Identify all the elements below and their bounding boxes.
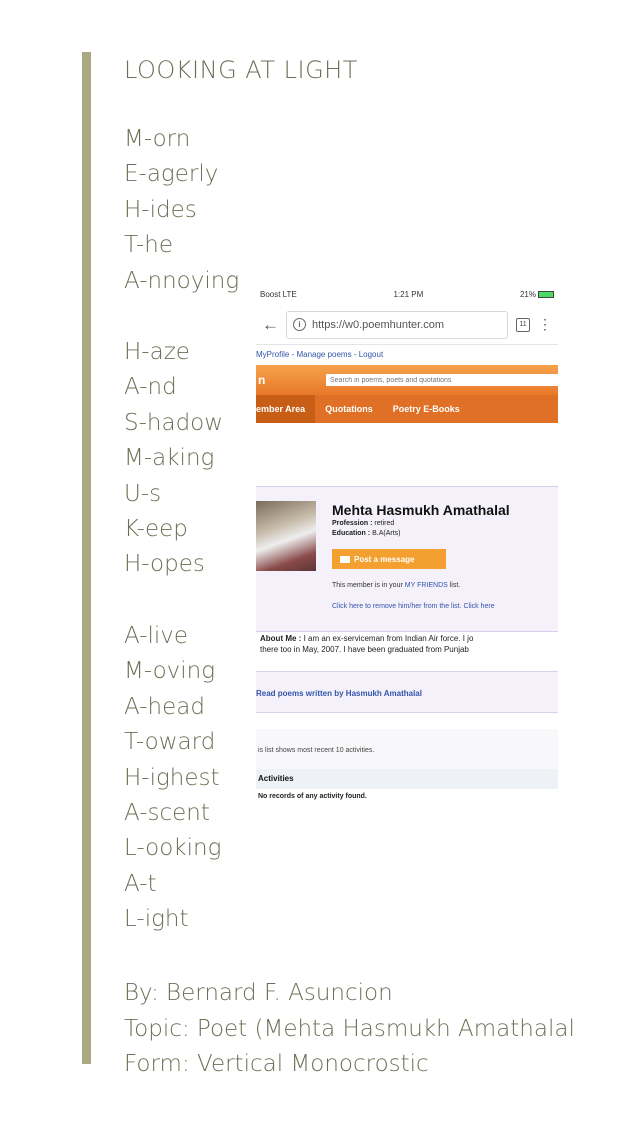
mail-icon xyxy=(340,556,350,563)
poem-line: M-orn xyxy=(124,126,191,152)
poem-line: A-live xyxy=(124,623,189,649)
back-arrow-icon[interactable]: ← xyxy=(262,314,279,334)
site-search-input[interactable] xyxy=(326,374,558,386)
friends-note xyxy=(332,582,460,589)
poem-line: S-hadow xyxy=(124,409,224,436)
education-value: B.A(Arts) xyxy=(372,530,401,537)
profession-value: retired xyxy=(374,520,395,527)
address-bar[interactable] xyxy=(286,311,508,339)
phone-status-bar xyxy=(256,283,558,305)
activity-list-note: is list shows most recent 10 activities. xyxy=(256,729,558,769)
poem-line: H-aze xyxy=(124,339,190,365)
remove-from-list-link[interactable]: Click here to remove him/her from the list. Click here xyxy=(332,603,495,610)
friends-suffix: list. xyxy=(449,582,461,589)
poem-line: L-ight xyxy=(124,906,189,933)
poem-line: H-ides xyxy=(124,196,197,223)
stanza-3 xyxy=(124,619,221,938)
nav-quotations[interactable]: Quotations xyxy=(325,404,373,414)
poem-line: A-scent xyxy=(124,800,210,827)
browser-toolbar xyxy=(256,305,558,345)
site-header xyxy=(256,365,558,395)
post-message-label: Post a message xyxy=(354,554,415,564)
about-text-line: there too in May, 2007. I have been graduated from Punjab xyxy=(260,645,469,654)
battery-icon xyxy=(538,291,554,298)
profile-name: Mehta Hasmukh Amathalal xyxy=(332,502,510,518)
about-text-line: I am an ex-serviceman from Indian Air force. I jo xyxy=(303,634,474,643)
post-message-button[interactable] xyxy=(332,549,446,569)
status-time: 1:21 PM xyxy=(393,289,424,299)
topic-credit: Topic: Poet (Mehta Hasmukh Amathalal xyxy=(124,1015,575,1042)
read-poems-link[interactable]: Read poems written by Hasmukh Amathalal xyxy=(256,671,558,713)
site-logo[interactable]: n xyxy=(258,373,266,387)
poem-line: L-ooking xyxy=(124,835,222,862)
url-text: https://w0.poemhunter.com xyxy=(312,318,445,331)
accent-bar xyxy=(82,52,91,1064)
stanza-2 xyxy=(124,335,223,583)
poem-line: M-oving xyxy=(124,658,216,685)
poem-title: LOOKING AT LIGHT xyxy=(124,56,358,84)
info-icon[interactable]: i xyxy=(293,318,306,331)
profile-photo xyxy=(256,501,316,571)
site-nav xyxy=(256,395,558,423)
poem-line: A-head xyxy=(124,693,205,720)
more-menu-icon[interactable]: ⋮ xyxy=(538,316,552,332)
tabs-icon[interactable]: 11 xyxy=(516,318,530,332)
poem-line: H-opes xyxy=(124,551,205,578)
activities-header: Activities xyxy=(256,769,558,789)
carrier-label: Boost LTE xyxy=(260,289,297,299)
profession-line xyxy=(332,520,394,527)
education-line xyxy=(332,530,400,537)
author-credit: By: Bernard F. Asuncion xyxy=(124,980,393,1006)
about-label: About Me : xyxy=(260,634,302,643)
poem-line: A-nnoying xyxy=(124,267,240,294)
poem-credits xyxy=(124,976,575,1083)
poem-line: A-t xyxy=(124,870,157,897)
member-links[interactable]: MyProfile - Manage poems - Logout xyxy=(256,350,384,359)
stanza-1 xyxy=(124,122,239,299)
poem-line: U-s xyxy=(124,480,162,507)
poem-line: M-aking xyxy=(124,445,215,472)
poem-line: K-eep xyxy=(124,516,188,543)
nav-member-area[interactable]: ember Area xyxy=(256,395,315,423)
about-me xyxy=(260,633,558,655)
friends-prefix: This member is in your xyxy=(332,582,403,589)
no-records-text: No records of any activity found. xyxy=(258,793,367,800)
poem-line: A-nd xyxy=(124,374,177,401)
battery-percent: 21% xyxy=(519,289,536,299)
poem-line: T-oward xyxy=(124,729,216,756)
profession-label: Profession : xyxy=(332,520,373,527)
battery-status xyxy=(520,290,554,299)
poem-line: E-agerly xyxy=(124,161,219,188)
education-label: Education : xyxy=(332,530,371,537)
my-friends-link[interactable]: MY FRIENDS xyxy=(404,582,448,589)
profile-panel xyxy=(256,486,558,632)
form-credit: Form: Vertical Monocrostic xyxy=(124,1051,429,1077)
poem-line: H-ighest xyxy=(124,764,220,791)
poem-line: T-he xyxy=(124,232,173,259)
nav-poetry-ebooks[interactable]: Poetry E-Books xyxy=(392,404,460,414)
embedded-phone-screenshot xyxy=(256,283,558,813)
